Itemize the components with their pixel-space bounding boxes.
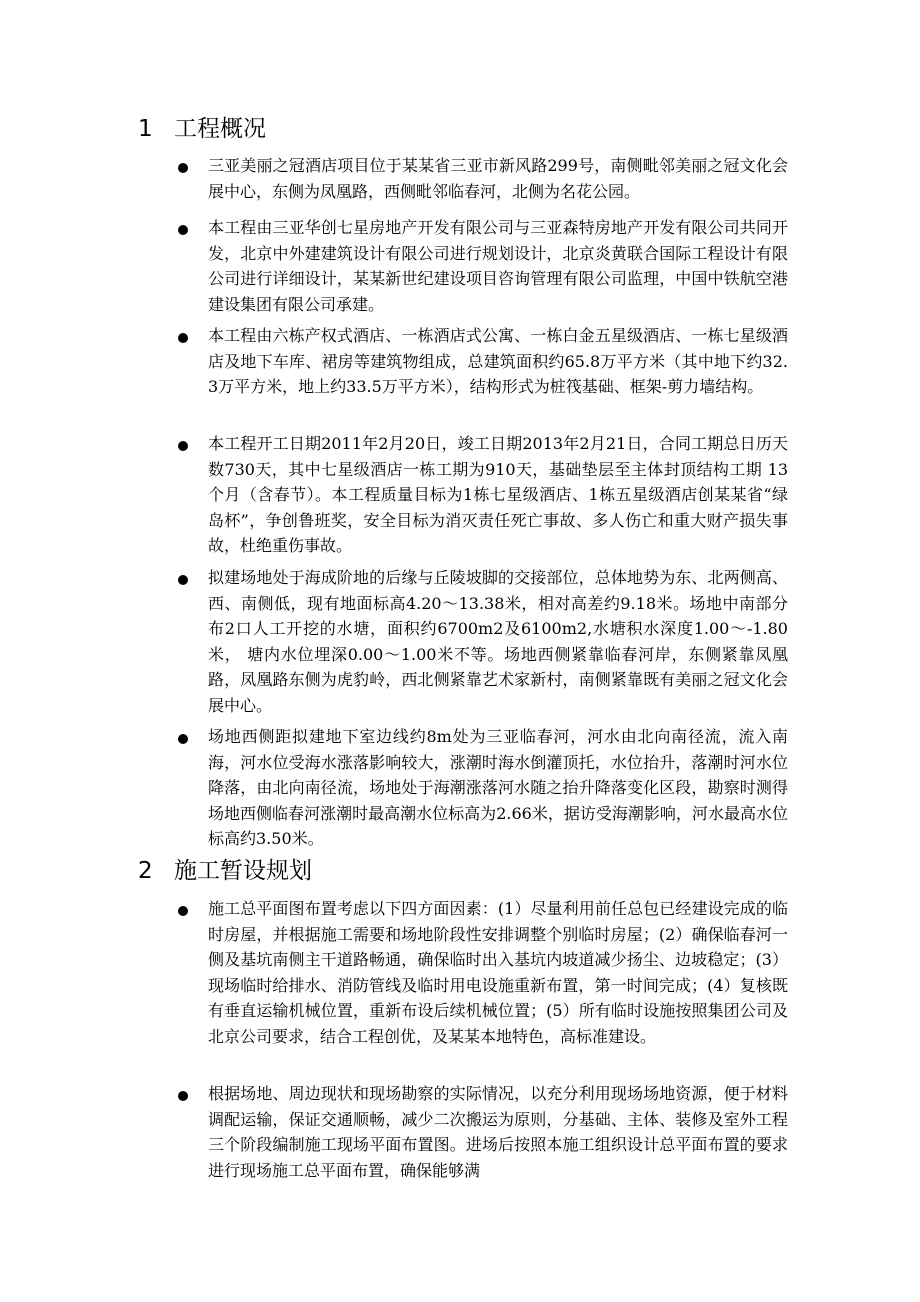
section-title: 工程概况 (174, 116, 266, 142)
paragraph: 本工程由六栋产权式酒店、一栋酒店式公寓、一栋白金五星级酒店、一栋七星级酒店及地下车库、裙房等建筑物组成，总建筑面积约65.8万平方米（其中地下约32.3万平方米，地上约33.5万平方米），结构形式为桩筏基础、框架-剪力墙结构。 (208, 326, 788, 397)
paragraph: 本工程由三亚华创七星房地产开发有限公司与三亚森特房地产开发有限公司共同开发，北京中外建建筑设计有限公司进行规划设计，北京炎黄联合国际工程设计有限公司进行详细设计，某某新世纪建设项目咨询管理有限公司监理，中国中铁航空港建设集团有限公司承建。 (208, 218, 788, 314)
bullet-icon (178, 163, 188, 173)
bullet-icon (178, 441, 188, 451)
paragraph: 场地西侧距拟建地下室边线约8m处为三亚临春河，河水由北向南径流，流入南海，河水位受海水涨落影响较大，涨潮时海水倒灌顶托，水位抬升，落潮时河水位降落，由北向南径流，场地处于海潮涨落河水随之抬升降落变化区段，勘察时测得场地西侧临春河涨潮时最高潮水位标高为2.66米，据访受海潮影响，河水最高水位标高约3.50米。 (208, 727, 788, 849)
paragraph: 施工总平面图布置考虑以下四方面因素：(1）尽量利用前任总包已经建设完成的临时房屋，并根据施工需要和场地阶段性安排调整个别临时房屋；(2）确保临春河一侧及基坑南侧主干道路畅通，确保临时出入基坑内坡道减少扬尘、边坡稳定；(3）现场临时给排水、消防管线及临时用电设施重新布置，第一时间完成；(4）复核既有垂直运输机械位置，重新布设后续机械位置；(5）所有临时设施按照集团公司及北京公司要求，结合工程创优，及某某本地特色，高标准建设。 (208, 899, 788, 1046)
section-heading-2 (138, 857, 312, 885)
paragraph: 三亚美丽之冠酒店项目位于某某省三亚市新风路299号，南侧毗邻美丽之冠文化会展中心，东侧为凤凰路，西侧毗邻临春河，北侧为名花公园。 (208, 156, 788, 201)
section-title: 施工暂设规划 (174, 858, 312, 884)
bullet-icon (178, 333, 188, 343)
paragraph: 拟建场地处于海成阶地的后缘与丘陵坡脚的交接部位，总体地势为东、北两侧高、西、南侧低，现有地面标高4.20～13.38米，相对高差约9.18米。场地中南部分布2口人工开挖的水塘，面积约6700m2及6100m2,水塘积水深度1.00～-1.80米， 塘内水位埋深0.00～1.00米不等。场地西侧紧靠临春河岸，东侧紧靠凤凰路，凤凰路东侧为虎豹岭，西北侧紧靠艺术家新村，南侧紧靠既有美丽之冠文化会展中心。 (208, 568, 788, 715)
bullet-icon (178, 575, 188, 585)
bullet-icon (178, 1091, 188, 1101)
paragraph: 本工程开工日期2011年2月20日，竣工日期2013年2月21日，合同工期总日历天数730天，其中七星级酒店一栋工期为910天，基础垫层至主体封顶结构工期 13个月（含春节）。本工程质量目标为1栋七星级酒店、1栋五星级酒店创某某省“绿岛杯”，争创鲁班奖，安全目标为消灭责任死亡事故、多人伤亡和重大财产损失事故，杜绝重伤事故。 (208, 434, 788, 556)
bullet-icon (178, 734, 188, 744)
bullet-icon (178, 225, 188, 235)
section-number: 1 (138, 116, 153, 142)
bullet-icon (178, 906, 188, 916)
section-number: 2 (138, 858, 153, 884)
paragraph: 根据场地、周边现状和现场勘察的实际情况，以充分利用现场场地资源，便于材料调配运输，保证交通顺畅，减少二次搬运为原则，分基础、主体、装修及室外工程三个阶段编制施工现场平面布置图。进场后按照本施工组织设计总平面布置的要求进行现场施工总平面布置，确保能够满 (208, 1084, 788, 1180)
section-heading-1 (138, 115, 266, 143)
